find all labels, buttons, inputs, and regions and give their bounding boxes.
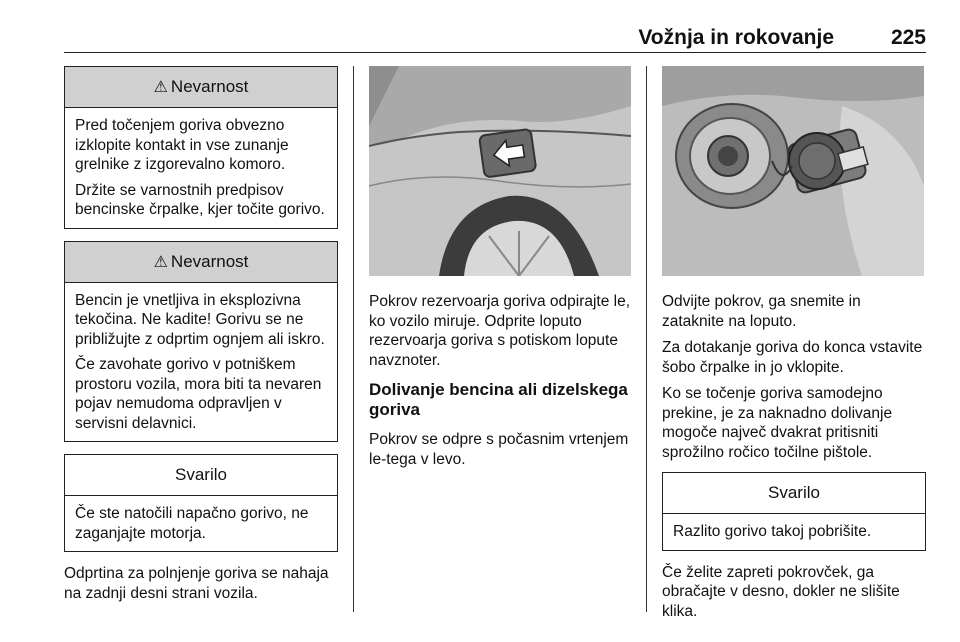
fuel-cap-drawing bbox=[662, 66, 924, 276]
caution-box-body bbox=[663, 514, 925, 550]
right-column bbox=[662, 66, 926, 628]
auto-stop-text: Ko se točenje goriva samodejno prekine, je za naknadno dolivanje mogoče največ dvakrat pritisniti sprožilno ročico točilne pištole. bbox=[662, 385, 893, 461]
caution-box bbox=[64, 454, 338, 552]
box-paragraph: Razlito gorivo takoj pobrišite. bbox=[673, 523, 872, 540]
danger-box-1 bbox=[64, 66, 338, 229]
fuel-cap-illustration bbox=[662, 66, 924, 276]
fuel-filler-location-text: Odprtina za polnjenje goriva se nahaja na zadnji desni strani vozila. bbox=[64, 565, 329, 602]
danger-box-header bbox=[65, 67, 337, 108]
car-rear-illustration bbox=[369, 66, 631, 276]
danger-box-2 bbox=[64, 241, 338, 443]
caution-box-body bbox=[65, 496, 337, 551]
middle-column bbox=[369, 66, 633, 476]
box-paragraph: Držite se varnostnih predpisov bencinske črpalke, kjer točite gorivo. bbox=[75, 181, 325, 218]
close-cap-text: Če želite zapreti pokrovček, ga obračajte v desno, dokler ne slišite klika. bbox=[662, 563, 900, 620]
danger-label: Nevarnost bbox=[170, 251, 249, 271]
insert-nozzle-text: Za dotakanje goriva do konca vstavite šobo črpalke in jo vklopite. bbox=[662, 339, 923, 376]
page-number: 225 bbox=[890, 26, 926, 49]
caution-box-header bbox=[663, 473, 925, 514]
danger-box-body bbox=[65, 108, 337, 228]
car-fuel-flap-illustration bbox=[369, 66, 631, 276]
danger-label: Nevarnost bbox=[170, 77, 249, 96]
caution-label: Svarilo bbox=[768, 483, 820, 502]
unscrew-cap-text: Odvijte pokrov, ga snemite in zataknite na loputo. bbox=[662, 293, 861, 330]
danger-box-header bbox=[65, 242, 337, 283]
caution-label: Svarilo bbox=[175, 465, 227, 484]
section-heading: Dolivanje bencina ali dizelskega goriva bbox=[369, 380, 628, 419]
column-divider-2 bbox=[646, 66, 647, 612]
box-paragraph: Pred točenjem goriva obvezno izklopite kontakt in vse zunanje grelnike z izgorevalno komoro. bbox=[75, 117, 289, 173]
danger-box-body bbox=[65, 283, 337, 442]
box-paragraph: Bencin je vnetljiva in eksplozivna tekočina. Ne kadite! Gorivu se ne približujte z odprtim ognjem ali iskro. bbox=[75, 291, 325, 348]
box-paragraph: Če ste natočili napačno gorivo, ne zaganjajte motorja. bbox=[75, 505, 309, 542]
warning-triangle-icon: ⚠ bbox=[153, 79, 168, 96]
page-title: Vožnja in rokovanje bbox=[638, 26, 834, 49]
warning-triangle-icon: ⚠ bbox=[153, 253, 168, 271]
caution-box-right bbox=[662, 472, 926, 551]
page-header bbox=[64, 22, 926, 53]
intro-text: Pokrov rezervoarja goriva odpirajte le, ko vozilo miruje. Odprite loputo rezervoarja goriva s potiskom lopute navznoter. bbox=[369, 293, 631, 369]
cap-open-text: Pokrov se odpre s počasnim vrtenjem le-tega v levo. bbox=[369, 431, 629, 468]
left-column bbox=[64, 66, 338, 610]
caution-box-header bbox=[65, 455, 337, 496]
column-divider-1 bbox=[353, 66, 354, 612]
box-paragraph: Če zavohate gorivo v potniškem prostoru vozila, mora biti ta nevaren pojav nemudoma odpravljen v servisni delavnici. bbox=[75, 356, 322, 432]
